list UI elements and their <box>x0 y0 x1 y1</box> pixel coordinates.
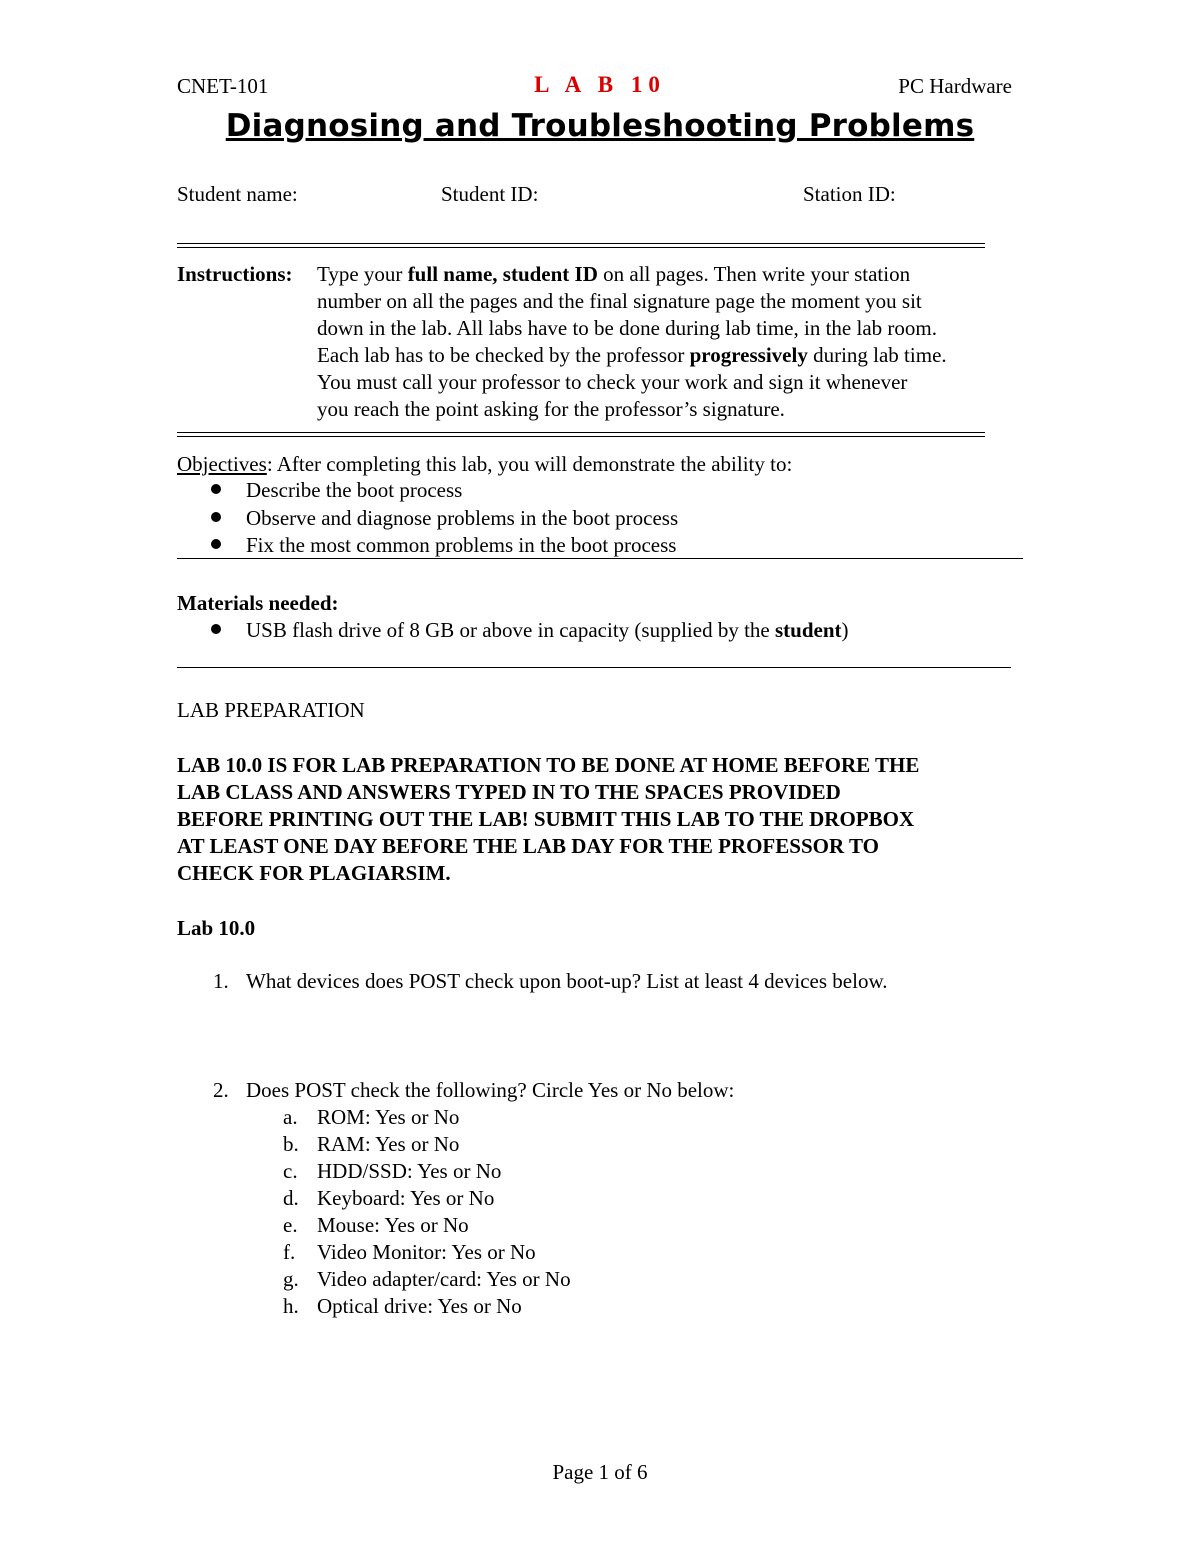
page-number: Page 1 of 6 <box>552 1460 648 1484</box>
lab-prep-notice-line: CHECK FOR PLAGIARSIM. <box>177 861 451 885</box>
lab-prep-notice-line: LAB 10.0 IS FOR LAB PREPARATION TO BE DONE AT HOME BEFORE THE <box>177 753 920 777</box>
objectives-intro: : After completing this lab, you will demonstrate the ability to: <box>266 452 793 476</box>
sub-item-letter: f. <box>283 1240 296 1264</box>
header-course: CNET-101 <box>177 74 269 98</box>
instructions-label: Instructions: <box>177 262 293 286</box>
student-id-label: Student ID: <box>441 182 539 206</box>
objectives-rule <box>177 558 1023 559</box>
instructions-emphasis: progressively <box>689 343 808 367</box>
sub-item-text[interactable]: Video Monitor: Yes or No <box>317 1240 536 1264</box>
bullet-icon <box>211 512 221 522</box>
lab-section-heading: Lab 10.0 <box>177 916 256 940</box>
lab-prep-notice-line: AT LEAST ONE DAY BEFORE THE LAB DAY FOR THE PROFESSOR TO <box>177 834 879 858</box>
bullet-icon <box>211 624 221 634</box>
instructions-text: during lab time. <box>807 343 947 367</box>
sub-item-letter: b. <box>283 1132 299 1156</box>
lab-prep-heading: LAB PREPARATION <box>177 698 365 722</box>
objective-item: Observe and diagnose problems in the boot process <box>246 506 679 530</box>
station-id-label: Station ID: <box>803 182 896 206</box>
sub-item-letter: g. <box>283 1267 299 1291</box>
sub-item-text[interactable]: Video adapter/card: Yes or No <box>317 1267 571 1291</box>
objective-item: Fix the most common problems in the boot process <box>246 533 677 557</box>
header-subject: PC Hardware <box>898 74 1012 98</box>
header-lab-number: L A B 10 <box>534 72 666 97</box>
materials-emphasis: student <box>774 618 842 642</box>
sub-item-letter: h. <box>283 1294 299 1318</box>
sub-item-letter: e. <box>283 1213 298 1237</box>
sub-item-text[interactable]: Keyboard: Yes or No <box>317 1186 495 1210</box>
page-title: Diagnosing and Troubleshooting Problems <box>225 108 975 144</box>
objectives-line <box>177 451 792 478</box>
instructions-line-4 <box>317 342 947 369</box>
materials-label: Materials needed: <box>177 591 339 615</box>
sub-item-letter: c. <box>283 1159 298 1183</box>
objective-item: Describe the boot process <box>246 478 463 502</box>
objectives-label: Objectives <box>177 452 267 476</box>
lab-prep-notice-line: BEFORE PRINTING OUT THE LAB! SUBMIT THIS LAB TO THE DROPBOX <box>177 807 915 831</box>
instructions-line-2: number on all the pages and the final signature page the moment you sit <box>317 289 922 313</box>
instructions-emphasis: full name, student ID <box>407 262 598 286</box>
instructions-text: Type your <box>317 262 408 286</box>
lab-prep-notice-line: LAB CLASS AND ANSWERS TYPED IN TO THE SPACES PROVIDED <box>177 780 841 804</box>
sub-item-text[interactable]: Optical drive: Yes or No <box>317 1294 522 1318</box>
question-number: 2. <box>213 1078 229 1102</box>
instructions-text: on all pages. Then write your station <box>597 262 911 286</box>
instructions-line-3: down in the lab. All labs have to be done during lab time, in the lab room. <box>317 316 937 340</box>
materials-item <box>246 617 849 644</box>
bullet-icon <box>211 539 221 549</box>
instructions-line-5: You must call your professor to check your work and sign it whenever <box>317 370 908 394</box>
instructions-line-6: you reach the point asking for the professor’s signature. <box>317 397 785 421</box>
instructions-line-1 <box>317 261 910 288</box>
question-number: 1. <box>213 969 229 993</box>
student-name-label: Student name: <box>177 182 298 206</box>
sub-item-letter: a. <box>283 1105 298 1129</box>
double-rule-top <box>177 243 985 248</box>
sub-item-letter: d. <box>283 1186 299 1210</box>
instructions-text: Each lab has to be checked by the professor <box>317 343 690 367</box>
materials-text: USB flash drive of 8 GB or above in capacity (supplied by the <box>246 618 775 642</box>
materials-text: ) <box>841 618 849 642</box>
sub-item-text[interactable]: ROM: Yes or No <box>317 1105 460 1129</box>
sub-item-text[interactable]: RAM: Yes or No <box>317 1132 460 1156</box>
materials-rule <box>177 667 1011 668</box>
question-2-text: Does POST check the following? Circle Yes or No below: <box>246 1078 735 1102</box>
sub-item-text[interactable]: Mouse: Yes or No <box>317 1213 469 1237</box>
sub-item-text[interactable]: HDD/SSD: Yes or No <box>317 1159 502 1183</box>
question-1-text: What devices does POST check upon boot-up? List at least 4 devices below. <box>246 969 888 993</box>
double-rule-bottom <box>177 432 985 437</box>
bullet-icon <box>211 484 221 494</box>
